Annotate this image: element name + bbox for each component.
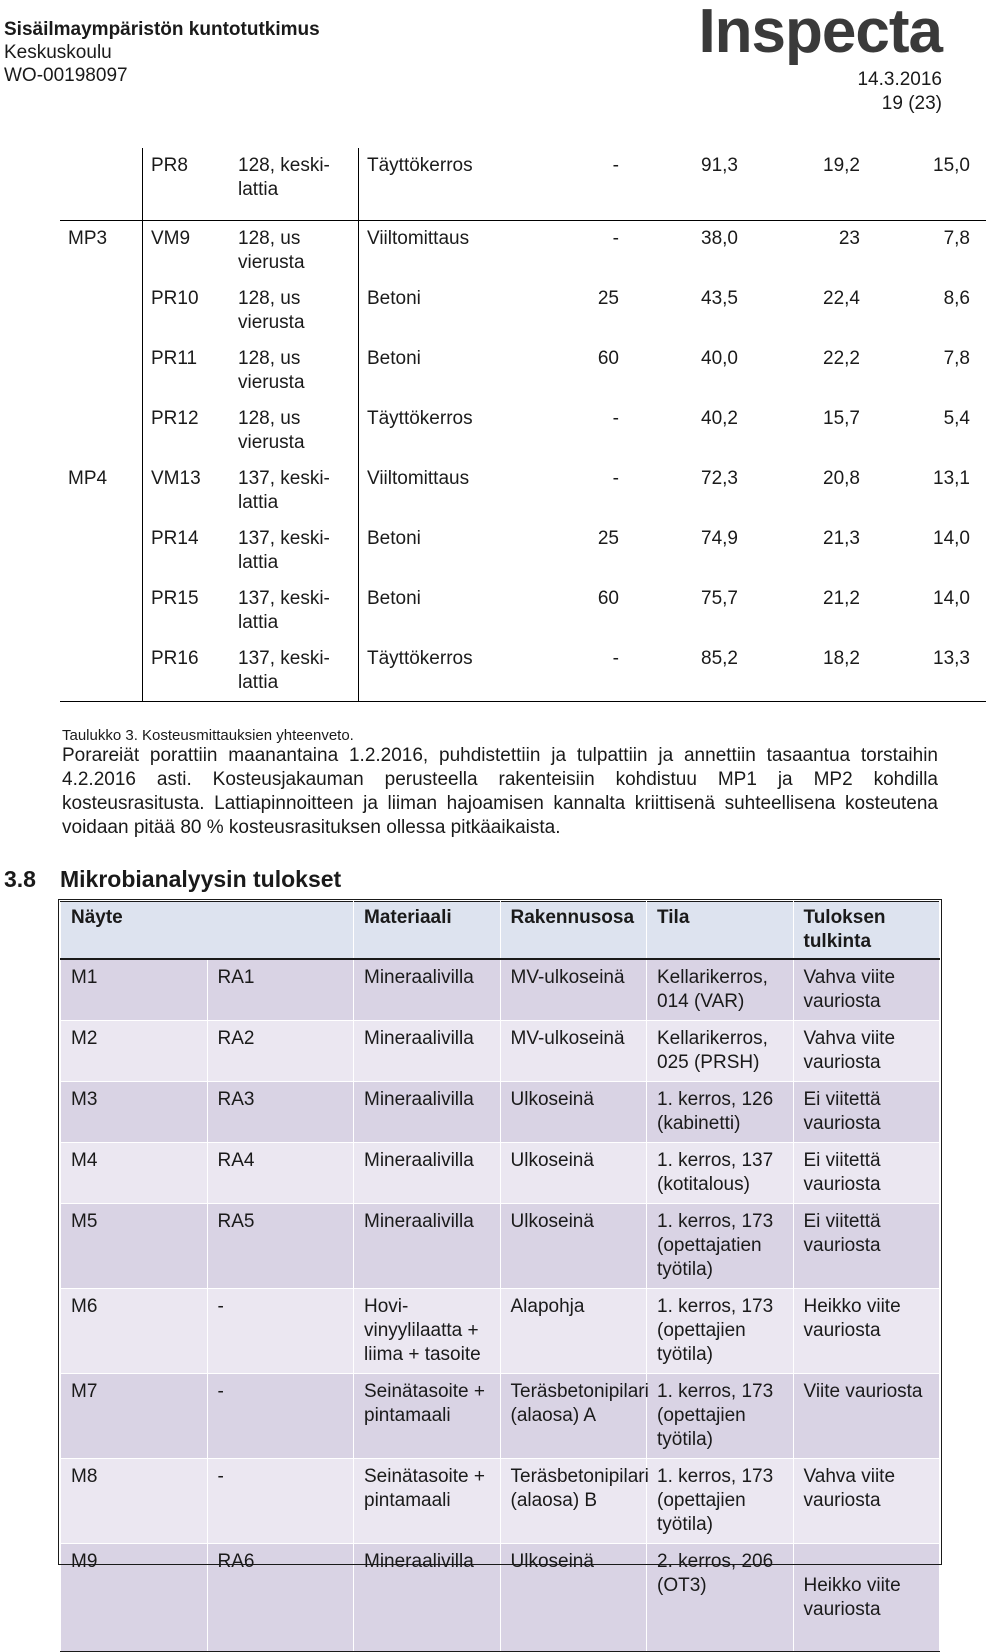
table-cell-v2: 18,2 — [744, 641, 866, 702]
table-row — [60, 461, 986, 521]
table-cell-code: RA1 — [207, 959, 354, 1021]
table-cell-mp — [60, 581, 143, 641]
table-cell-pt: PR12 — [143, 401, 231, 461]
table-row — [60, 581, 986, 641]
table-cell-id: M4 — [61, 1143, 208, 1204]
building-name: Keskuskoulu — [4, 42, 112, 63]
table-cell-method: Täyttökerros — [359, 148, 564, 220]
table-cell-v3: 7,8 — [866, 220, 986, 281]
table-cell-depth: 25 — [597, 287, 619, 309]
table-cell-depth: 60 — [597, 587, 619, 609]
table-cell-v3: 7,8 — [943, 347, 970, 369]
table-cell-mat: Mineraalivilla — [354, 1021, 501, 1082]
table-cell-mat: Mineraalivilla — [354, 1143, 501, 1204]
table-cell-part: Ulkoseinä — [500, 1082, 647, 1143]
document-title: Sisäilmaympäristön kuntotutkimus — [4, 19, 320, 40]
table-cell-room: 1. kerros, 137 (kotitalous) — [647, 1143, 794, 1204]
header-cell: Tila — [647, 902, 794, 960]
table-cell-v1: 43,5 — [701, 287, 738, 309]
table-cell-loc: 128, us vierusta — [238, 347, 305, 393]
table-cell-res: Vahva viite vauriosta — [793, 959, 940, 1021]
table-cell-loc: 137, keski-lattia — [238, 587, 330, 633]
table-cell-part: MV-ulkoseinä — [500, 1021, 647, 1082]
table-row — [60, 220, 986, 281]
table-cell-code: RA4 — [207, 1143, 354, 1204]
page-number: 19 (23) — [881, 93, 942, 114]
table-cell-method: Betoni — [359, 281, 564, 341]
table-cell-mat: Hovi-vinyylilaatta + liima + tasoite — [354, 1289, 501, 1374]
table-cell-res: Viite vauriosta — [793, 1374, 940, 1459]
table-cell-pt: PR11 — [143, 341, 231, 401]
table-cell-method: Täyttökerros — [359, 401, 564, 461]
table-cell-depth: - — [612, 467, 619, 489]
table-cell-method: Viiltomittaus — [359, 220, 564, 281]
header-cell: Materiaali — [354, 902, 501, 960]
table-cell-v3: 14,0 — [933, 587, 970, 609]
table-cell-res: Ei viitettä vauriosta — [793, 1082, 940, 1143]
table-cell-v3: 13,1 — [933, 467, 970, 489]
table-cell-v2: 21,3 — [823, 527, 860, 549]
table-cell-part: Teräsbetonipilari (alaosa) A — [500, 1374, 647, 1459]
table-cell-v2: 21,2 — [823, 587, 860, 609]
table-cell-room: 1. kerros, 173 (opettajien työtila) — [647, 1374, 794, 1459]
table-cell-mp — [60, 401, 143, 461]
table-row — [61, 1289, 940, 1374]
header-cell: Rakennusosa — [500, 902, 647, 960]
table-row — [61, 1021, 940, 1082]
table-cell-mp — [60, 148, 143, 220]
table-cell-depth: - — [563, 220, 625, 281]
table-cell-method: Betoni — [359, 581, 564, 641]
table-cell-code: RA5 — [207, 1204, 354, 1289]
table-cell-id: M7 — [61, 1374, 208, 1459]
table-cell-loc: 128, us vierusta — [238, 287, 305, 333]
table-cell-pt: PR16 — [143, 641, 231, 702]
table-cell-v1: 40,0 — [701, 347, 738, 369]
table-cell-v3: 8,6 — [943, 287, 970, 309]
table-cell-v2: 15,7 — [823, 407, 860, 429]
table-row — [60, 341, 986, 401]
table-cell-method: Viiltomittaus — [359, 461, 564, 521]
table-cell-res: Vahva viite vauriosta — [793, 1021, 940, 1082]
table-cell-room: 2. kerros, 206 (OT3) — [647, 1544, 794, 1652]
table-cell-v1: 91,3 — [701, 155, 738, 176]
section-heading — [4, 866, 341, 893]
table-cell-id: M8 — [61, 1459, 208, 1544]
table-cell-v2: 22,2 — [823, 347, 860, 369]
table-cell-mat: Seinätasoite + pintamaali — [354, 1374, 501, 1459]
table-cell-room: 1. kerros, 126 (kabinetti) — [647, 1082, 794, 1143]
table-row — [61, 1204, 940, 1289]
table-cell-room: 1. kerros, 173 (opettajatien työtila) — [647, 1204, 794, 1289]
table-row — [60, 521, 986, 581]
table-cell-mp — [60, 521, 143, 581]
table-cell-pt: PR8 — [143, 148, 231, 220]
table-cell-method: Betoni — [359, 521, 564, 581]
table-cell-id: M2 — [61, 1021, 208, 1082]
table-cell-depth: - — [563, 641, 625, 702]
table-cell-v1: 40,2 — [701, 407, 738, 429]
table-cell-part: Alapohja — [500, 1289, 647, 1374]
table-cell-depth: - — [612, 155, 619, 176]
moisture-table — [60, 148, 986, 702]
section-title: Mikrobianalyysin tulokset — [60, 866, 342, 892]
table-cell-mat: Mineraalivilla — [354, 959, 501, 1021]
table-cell-mat: Mineraalivilla — [354, 1544, 501, 1652]
table-cell-depth: 25 — [597, 527, 619, 549]
table-cell-v1: 75,7 — [701, 587, 738, 609]
table-cell-code: - — [207, 1289, 354, 1374]
table-cell-v2: 23 — [744, 220, 866, 281]
table-cell-method: Täyttökerros — [359, 641, 564, 702]
table-cell-mp — [60, 341, 143, 401]
table-cell-mat: Mineraalivilla — [354, 1204, 501, 1289]
table-cell-res: Vahva viite vauriosta — [793, 1459, 940, 1544]
table-cell-room: Kellarikerros, 025 (PRSH) — [647, 1021, 794, 1082]
table-cell-depth: 60 — [597, 347, 619, 369]
table-cell-part: Ulkoseinä — [500, 1544, 647, 1652]
table-cell-loc: 128, keski-lattia — [238, 155, 330, 200]
table-cell-loc: 137, keski-lattia — [238, 527, 330, 573]
table-cell-pt: PR14 — [143, 521, 231, 581]
table-cell-mp — [60, 641, 143, 702]
table-cell-code: - — [207, 1374, 354, 1459]
table-cell-pt: PR10 — [143, 281, 231, 341]
table-cell-v1: 74,9 — [701, 527, 738, 549]
table-cell-code: RA6 — [207, 1544, 354, 1652]
table-cell-code: RA2 — [207, 1021, 354, 1082]
table-cell-v3: 5,4 — [943, 407, 970, 429]
header-cell: Näyte — [61, 902, 354, 960]
table-cell-pt: VM13 — [143, 461, 231, 521]
table-cell-room: Kellarikerros, 014 (VAR) — [647, 959, 794, 1021]
table-cell-part: Ulkoseinä — [500, 1143, 647, 1204]
table-cell-room: 1. kerros, 173 (opettajien työtila) — [647, 1459, 794, 1544]
table-cell-res: Ei viitettä vauriosta — [793, 1204, 940, 1289]
table-cell-mat: Mineraalivilla — [354, 1082, 501, 1143]
table-cell-id: M9 — [61, 1544, 208, 1652]
table-row — [60, 281, 986, 341]
table-cell-v2: 22,4 — [823, 287, 860, 309]
header-cell: Tuloksen tulkinta — [793, 902, 940, 960]
table-cell-loc: 128, us vierusta — [238, 407, 305, 453]
body-paragraph: Porareiät porattiin maanantaina 1.2.2016, puhdistettiin ja tulpattiin ja annettiin tasaantua torstaihin 4.2.2016 asti. Kosteusjakauman perusteella rakenteisiin kohdistuu MP1 ja MP2 kohdilla kosteusrasitusta. Lattiapinnoitteen ja liiman hajoamisen kannalta kriittisenä suhteellisena kosteutena voidaan pitää 80 % kosteusrasituksen ollessa pitkäaikaista. — [62, 745, 938, 838]
microbe-table-header — [61, 902, 940, 960]
table-row — [61, 959, 940, 1021]
table-cell-v3: 15,0 — [933, 155, 970, 176]
table-cell-pt: VM9 — [143, 220, 231, 281]
table-cell-id: M3 — [61, 1082, 208, 1143]
table-cell-v1: 85,2 — [625, 641, 744, 702]
table-cell-loc: 128, us vierusta — [230, 220, 359, 281]
document-date: 14.3.2016 — [857, 69, 942, 90]
table-cell-v3: 14,0 — [933, 527, 970, 549]
table-cell-mp: MP4 — [68, 467, 108, 489]
table-cell-part: Teräsbetonipilari (alaosa) B — [500, 1459, 647, 1544]
table-cell-depth: - — [612, 407, 619, 429]
table-cell-code: RA3 — [207, 1082, 354, 1143]
microbe-table — [60, 901, 940, 1652]
table-cell-mat: Seinätasoite + pintamaali — [354, 1459, 501, 1544]
table-caption: Taulukko 3. Kosteusmittauksien yhteenveto. — [62, 727, 354, 744]
table-cell-v2: 19,2 — [823, 155, 860, 176]
table-cell-id: M5 — [61, 1204, 208, 1289]
table-row — [61, 1459, 940, 1544]
table-cell-loc: 137, keski-lattia — [230, 641, 359, 702]
table-cell-part: Ulkoseinä — [500, 1204, 647, 1289]
document-header-right — [857, 68, 942, 116]
table-cell-room: 1. kerros, 173 (opettajien työtila) — [647, 1289, 794, 1374]
table-row — [61, 1374, 940, 1459]
table-cell-loc: 137, keski-lattia — [238, 467, 330, 513]
table-cell-v1: 72,3 — [701, 467, 738, 489]
table-row — [61, 1143, 940, 1204]
document-header-left — [4, 18, 320, 87]
table-cell-v1: 38,0 — [625, 220, 744, 281]
table-cell-pt: PR15 — [143, 581, 231, 641]
inspecta-logo: Inspecta — [698, 0, 942, 66]
table-row — [60, 641, 986, 702]
table-cell-res: Heikko viite vauriosta — [793, 1544, 940, 1652]
table-row — [61, 1082, 940, 1143]
table-cell-res: Ei viitettä vauriosta — [793, 1143, 940, 1204]
table-row — [61, 1544, 940, 1652]
table-cell-id: M1 — [61, 959, 208, 1021]
table-cell-res: Heikko viite vauriosta — [793, 1289, 940, 1374]
table-cell-v2: 20,8 — [823, 467, 860, 489]
table-cell-method: Betoni — [359, 341, 564, 401]
table-row — [60, 148, 986, 220]
table-cell-code: - — [207, 1459, 354, 1544]
section-number: 3.8 — [4, 866, 36, 892]
table-cell-v3: 13,3 — [866, 641, 986, 702]
table-cell-part: MV-ulkoseinä — [500, 959, 647, 1021]
table-row — [60, 401, 986, 461]
table-cell-id: M6 — [61, 1289, 208, 1374]
table-cell-mp — [60, 281, 143, 341]
work-order-number: WO-00198097 — [4, 65, 128, 86]
table-cell-mp: MP3 — [60, 220, 143, 281]
